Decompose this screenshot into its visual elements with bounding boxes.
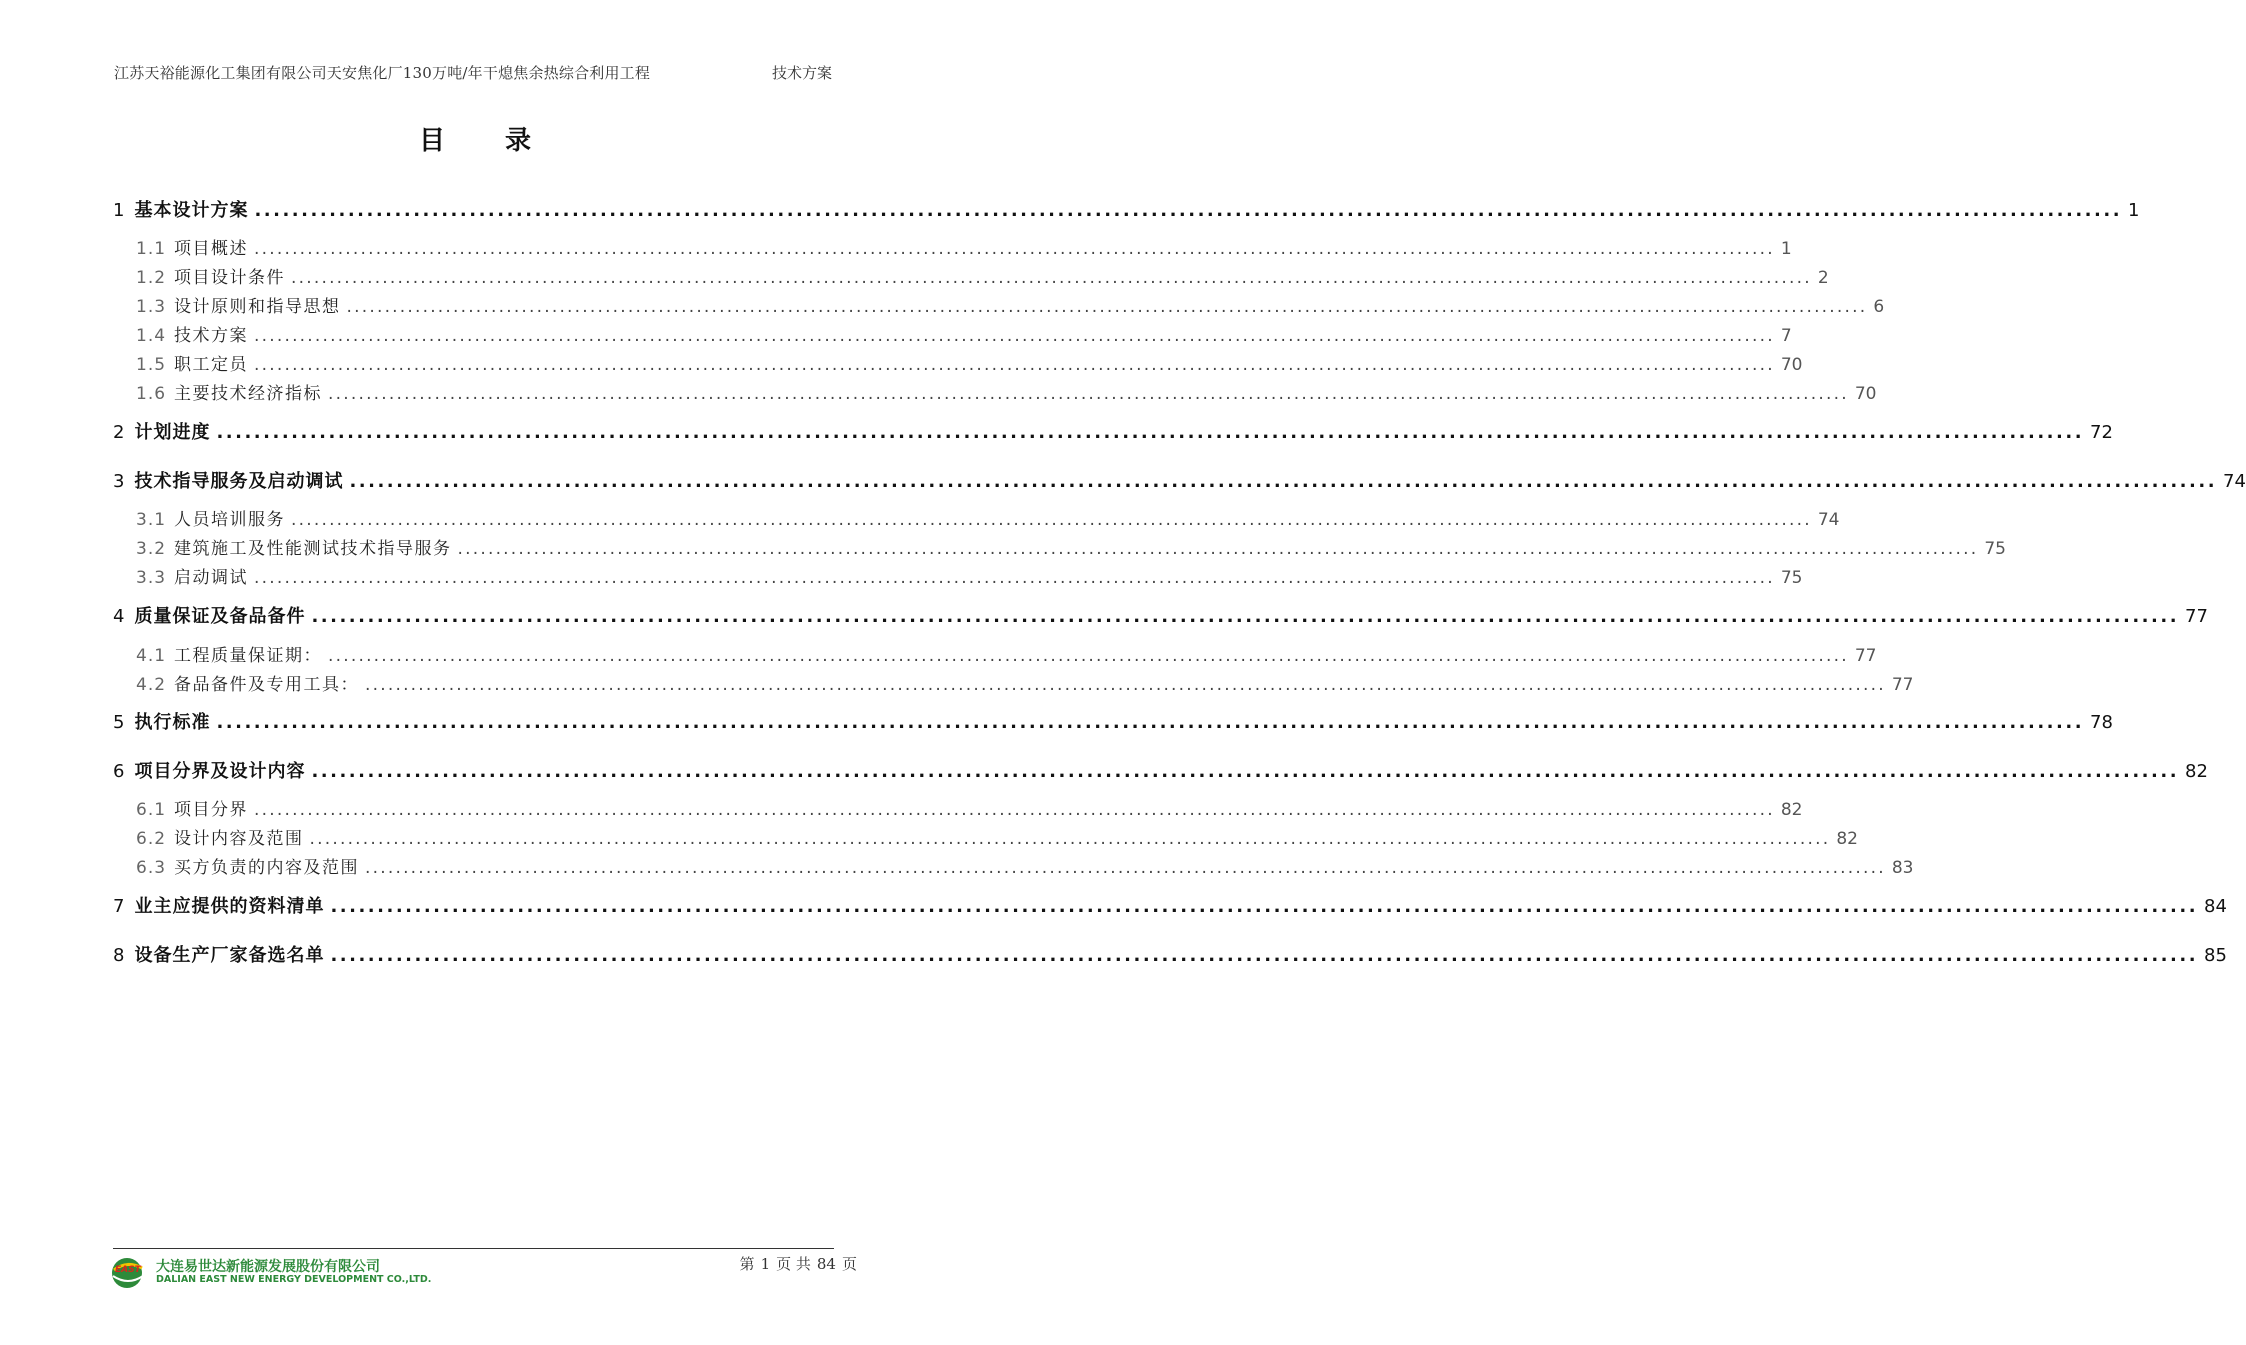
- toc-section-entry[interactable]: [136, 321, 1792, 346]
- toc-dot-leader: ........................................................................................................................................................................................................: [311, 761, 2180, 782]
- toc-entry-title: 项目设计条件: [174, 268, 286, 288]
- toc-entry-number: 1: [113, 200, 125, 221]
- toc-section-entry[interactable]: [136, 234, 1792, 259]
- toc-section-entry[interactable]: [136, 641, 1877, 666]
- page-total: 84: [816, 1255, 836, 1273]
- toc-dot-leader: ........................................................................................................................................................................................................: [254, 355, 1775, 375]
- toc-entry-title: 设计原则和指导思想: [174, 297, 341, 317]
- toc-dot-leader: ........................................................................................................................................................................................................: [291, 510, 1812, 530]
- toc-chapter-entry[interactable]: [113, 708, 2113, 734]
- page-suffix: 页: [841, 1255, 857, 1273]
- toc-entry-number: 1.5: [136, 355, 167, 375]
- toc-entry-number: 1.1: [136, 239, 167, 259]
- toc-entry-title: 启动调试: [174, 568, 249, 588]
- toc-entry-number: 6.1: [136, 800, 167, 820]
- toc-entry-number: 1.3: [136, 297, 167, 317]
- toc-dot-leader: ........................................................................................................................................................................................................: [291, 268, 1812, 288]
- svg-text:EAST: EAST: [115, 1265, 141, 1275]
- page-current: 1: [760, 1255, 771, 1273]
- toc-entry-page-number: 83: [1891, 858, 1914, 878]
- toc-entry-number: 1.2: [136, 268, 167, 288]
- toc-entry-number: 2: [113, 422, 125, 443]
- toc-entry-title: 技术指导服务及启动调试: [134, 471, 344, 492]
- east-logo-icon: [108, 1256, 154, 1290]
- toc-entry-title: 备品备件及专用工具：: [174, 675, 360, 695]
- toc-entry-number: 5: [113, 712, 125, 733]
- toc-entry-title: 项目分界及设计内容: [134, 761, 306, 782]
- toc-entry-page-number: 6: [1873, 297, 1885, 317]
- toc-section-entry[interactable]: [136, 379, 1877, 404]
- toc-entry-page-number: 82: [1780, 800, 1803, 820]
- toc-entry-number: 3.3: [136, 568, 167, 588]
- toc-dot-leader: ........................................................................................................................................................................................................: [254, 239, 1775, 259]
- toc-entry-title: 技术方案: [174, 326, 249, 346]
- toc-dot-leader: ........................................................................................................................................................................................................: [365, 675, 1886, 695]
- toc-chapter-entry[interactable]: [113, 757, 2208, 783]
- header-doc-type: 技术方案: [771, 64, 832, 82]
- toc-entry-number: 1.4: [136, 326, 167, 346]
- toc-entry-page-number: 84: [2204, 896, 2227, 917]
- toc-entry-title: 主要技术经济指标: [174, 384, 323, 404]
- toc-entry-page-number: 77: [2185, 606, 2208, 627]
- toc-entry-title: 人员培训服务: [174, 510, 286, 530]
- toc-entry-number: 3: [113, 471, 125, 492]
- toc-entry-number: 4: [113, 606, 125, 627]
- toc-entry-number: 1.6: [136, 384, 167, 404]
- page-mid: 页 共: [776, 1255, 811, 1273]
- toc-entry-number: 7: [113, 896, 125, 917]
- toc-entry-title: 项目概述: [174, 239, 249, 259]
- toc-dot-leader: ........................................................................................................................................................................................................: [330, 945, 2199, 966]
- toc-entry-title: 设计内容及范围: [174, 829, 304, 849]
- toc-entry-page-number: 85: [2204, 945, 2227, 966]
- toc-dot-leader: ........................................................................................................................................................................................................: [330, 896, 2199, 917]
- toc-chapter-entry[interactable]: [113, 941, 2227, 967]
- page-header: [114, 62, 832, 84]
- toc-entry-number: 3.2: [136, 539, 167, 559]
- toc-dot-leader: ........................................................................................................................................................................................................: [309, 829, 1831, 849]
- toc-section-entry[interactable]: [136, 263, 1829, 288]
- toc-section-entry[interactable]: [136, 670, 1914, 695]
- toc-entry-number: 4.2: [136, 675, 167, 695]
- company-logo: [108, 1256, 432, 1290]
- toc-dot-leader: ........................................................................................................................................................................................................: [457, 539, 1979, 559]
- toc-entry-title: 职工定员: [174, 355, 249, 375]
- toc-entry-title: 业主应提供的资料清单: [134, 896, 325, 917]
- toc-entry-page-number: 75: [1780, 568, 1803, 588]
- toc-dot-leader: ........................................................................................................................................................................................................: [216, 422, 2085, 443]
- toc-section-entry[interactable]: [136, 534, 2006, 559]
- toc-section-entry[interactable]: [136, 853, 1914, 878]
- toc-entry-number: 6.2: [136, 829, 167, 849]
- toc-entry-page-number: 82: [2185, 761, 2208, 782]
- toc-entry-page-number: 74: [1817, 510, 1840, 530]
- toc-dot-leader: ........................................................................................................................................................................................................: [254, 200, 2123, 221]
- toc-entry-page-number: 1: [2128, 200, 2140, 221]
- toc-entry-title: 工程质量保证期：: [174, 646, 323, 666]
- page-title: 目录: [418, 126, 591, 156]
- toc-dot-leader: ........................................................................................................................................................................................................: [328, 384, 1849, 404]
- page-number: [737, 1253, 860, 1274]
- toc-entry-number: 6.3: [136, 858, 167, 878]
- toc-entry-title: 执行标准: [134, 712, 211, 733]
- company-name-en: DALIAN EAST NEW ENERGY DEVELOPMENT CO.,LTD.: [156, 1274, 432, 1285]
- toc-entry-title: 买方负责的内容及范围: [174, 858, 360, 878]
- toc-dot-leader: ........................................................................................................................................................................................................: [365, 858, 1886, 878]
- toc-dot-leader: ........................................................................................................................................................................................................: [311, 606, 2180, 627]
- toc-dot-leader: ........................................................................................................................................................................................................: [349, 471, 2218, 492]
- toc-entry-title: 质量保证及备品备件: [134, 606, 306, 627]
- toc-chapter-entry[interactable]: [113, 892, 2227, 918]
- toc-entry-title: 计划进度: [134, 422, 211, 443]
- toc-entry-page-number: 74: [2223, 471, 2246, 492]
- toc-entry-title: 基本设计方案: [134, 200, 249, 221]
- toc-entry-title: 项目分界: [174, 800, 249, 820]
- toc-entry-page-number: 78: [2090, 712, 2113, 733]
- toc-entry-number: 4.1: [136, 646, 167, 666]
- toc-entry-page-number: 2: [1817, 268, 1829, 288]
- footer-divider: [113, 1248, 834, 1249]
- toc-chapter-entry[interactable]: [113, 196, 2140, 222]
- toc-section-entry[interactable]: [136, 824, 1858, 849]
- toc-section-entry[interactable]: [136, 795, 1803, 820]
- toc-chapter-entry[interactable]: [113, 602, 2208, 628]
- toc-entry-page-number: 1: [1780, 239, 1792, 259]
- toc-entry-number: 3.1: [136, 510, 167, 530]
- page-prefix: 第: [739, 1255, 755, 1273]
- toc-entry-page-number: 72: [2090, 422, 2113, 443]
- toc-entry-page-number: 77: [1891, 675, 1914, 695]
- toc-entry-number: 8: [113, 945, 125, 966]
- toc-entry-number: 6: [113, 761, 125, 782]
- toc-section-entry[interactable]: [136, 563, 1803, 588]
- header-project-title: 江苏天裕能源化工集团有限公司天安焦化厂130万吨/年干熄焦余热综合利用工程: [114, 64, 651, 82]
- toc-section-entry[interactable]: [136, 505, 1840, 530]
- toc-dot-leader: ........................................................................................................................................................................................................: [346, 297, 1868, 317]
- toc-chapter-entry[interactable]: [113, 467, 2246, 493]
- toc-entry-page-number: 82: [1836, 829, 1858, 849]
- toc-entry-page-number: 70: [1780, 355, 1803, 375]
- toc-dot-leader: ........................................................................................................................................................................................................: [216, 712, 2085, 733]
- company-name-cn: 大连易世达新能源发展股份有限公司: [156, 1259, 380, 1275]
- toc-section-entry[interactable]: [136, 350, 1803, 375]
- toc-entry-page-number: 7: [1780, 326, 1792, 346]
- toc-chapter-entry[interactable]: [113, 418, 2113, 444]
- toc-entry-page-number: 70: [1854, 384, 1877, 404]
- toc-section-entry[interactable]: [136, 292, 1885, 317]
- toc-dot-leader: ........................................................................................................................................................................................................: [254, 800, 1775, 820]
- toc-entry-page-number: 75: [1984, 539, 2006, 559]
- toc-dot-leader: ........................................................................................................................................................................................................: [328, 646, 1849, 666]
- toc-dot-leader: ........................................................................................................................................................................................................: [254, 326, 1775, 346]
- toc-dot-leader: ........................................................................................................................................................................................................: [254, 568, 1775, 588]
- toc-entry-page-number: 77: [1854, 646, 1877, 666]
- toc-entry-title: 设备生产厂家备选名单: [134, 945, 325, 966]
- toc-entry-title: 建筑施工及性能测试技术指导服务: [174, 539, 452, 559]
